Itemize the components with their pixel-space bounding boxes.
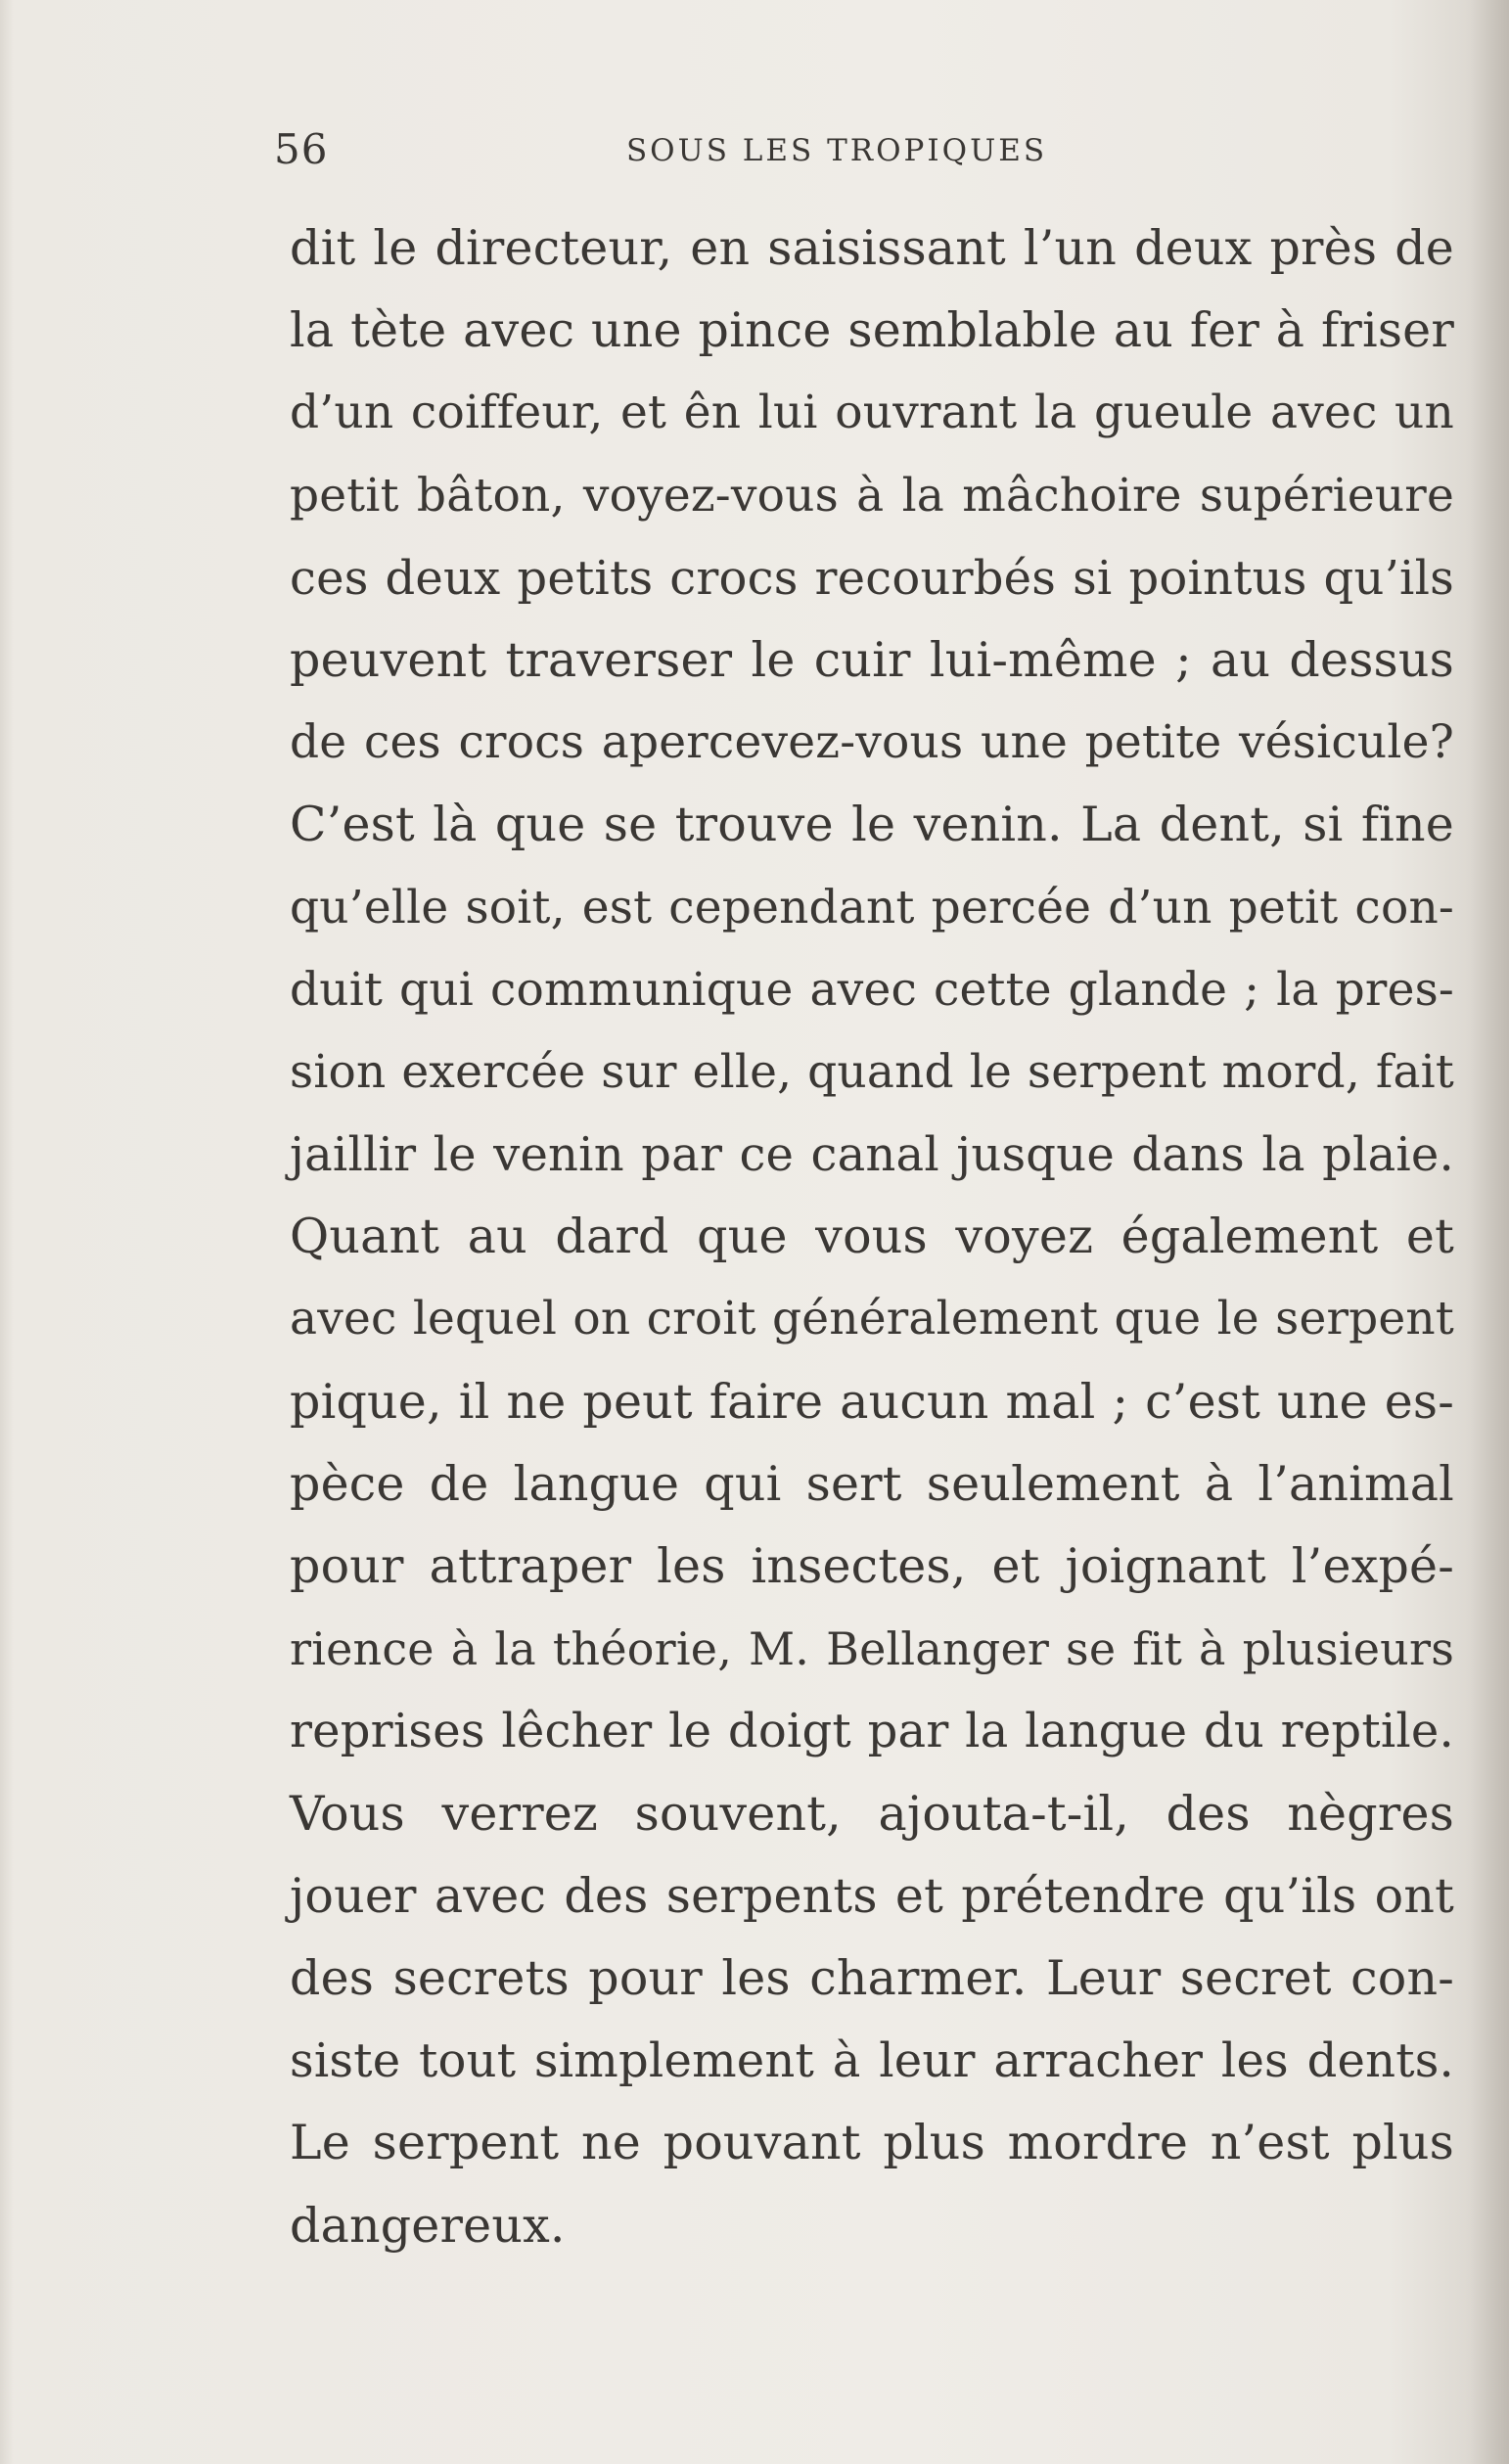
- page-left-edge: [0, 0, 14, 2464]
- text-line: jouer avec des serpents et prétendre qu’ils ont: [290, 1867, 1454, 1924]
- text-line: rience à la théorie, M. Bellanger se fit à plusieurs: [290, 1622, 1454, 1676]
- running-head: [274, 125, 1360, 184]
- text-line: d’un coiffeur, et ên lui ouvrant la gueule avec un: [290, 386, 1454, 440]
- text-line: petit bâton, voyez-vous à la mâchoire supérieure: [290, 468, 1454, 523]
- text-line: siste tout simplement à leur arracher les dents.: [290, 2033, 1454, 2089]
- text-line: C’est là que se trouve le venin. La dent, si fine: [290, 797, 1454, 853]
- text-line: ces deux petits crocs recourbés si pointus qu’ils: [290, 550, 1454, 606]
- text-line-last: dangereux.: [290, 2197, 566, 2254]
- text-line: Quant au dard que vous voyez également et: [290, 1209, 1454, 1265]
- text-line: la tète avec une pince semblable au fer à friser: [290, 302, 1454, 359]
- text-line: dit le directeur, en saisissant l’un deux près de: [290, 220, 1454, 276]
- text-line: reprises lêcher le doigt par la langue du reptile.: [290, 1704, 1454, 1759]
- page-number: 56: [274, 125, 329, 173]
- text-line: Le serpent ne pouvant plus mordre n’est plus: [290, 2115, 1454, 2171]
- text-line: jaillir le venin par ce canal jusque dans la plaie.: [290, 1127, 1454, 1183]
- text-line: sion exercée sur elle, quand le serpent mord, fait: [290, 1044, 1454, 1099]
- text-line: pour attraper les insectes, et joignant l’expé-: [290, 1538, 1454, 1594]
- body-text: [290, 207, 1454, 2267]
- text-line: pèce de langue qui sert seulement à l’animal: [290, 1455, 1454, 1512]
- page-gutter-shadow: [1470, 0, 1509, 2464]
- text-line: des secrets pour les charmer. Leur secret con-: [290, 1949, 1454, 2006]
- text-line: Vous verrez souvent, ajouta-t-il, des nègres: [290, 1785, 1454, 1842]
- text-line: peuvent traverser le cuir lui-même ; au dessus: [290, 631, 1454, 688]
- text-line: avec lequel on croit généralement que le serpent: [290, 1292, 1454, 1346]
- running-title: SOUS LES TROPIQUES: [625, 133, 1048, 168]
- text-line: de ces crocs apercevez-vous une petite vésicule?: [290, 715, 1454, 770]
- text-line: qu’elle soit, est cependant percée d’un petit con-: [290, 880, 1454, 935]
- text-line: pique, il ne peut faire aucun mal ; c’est une es-: [290, 1373, 1454, 1430]
- text-line: duit qui communique avec cette glande ; la pres-: [290, 962, 1454, 1017]
